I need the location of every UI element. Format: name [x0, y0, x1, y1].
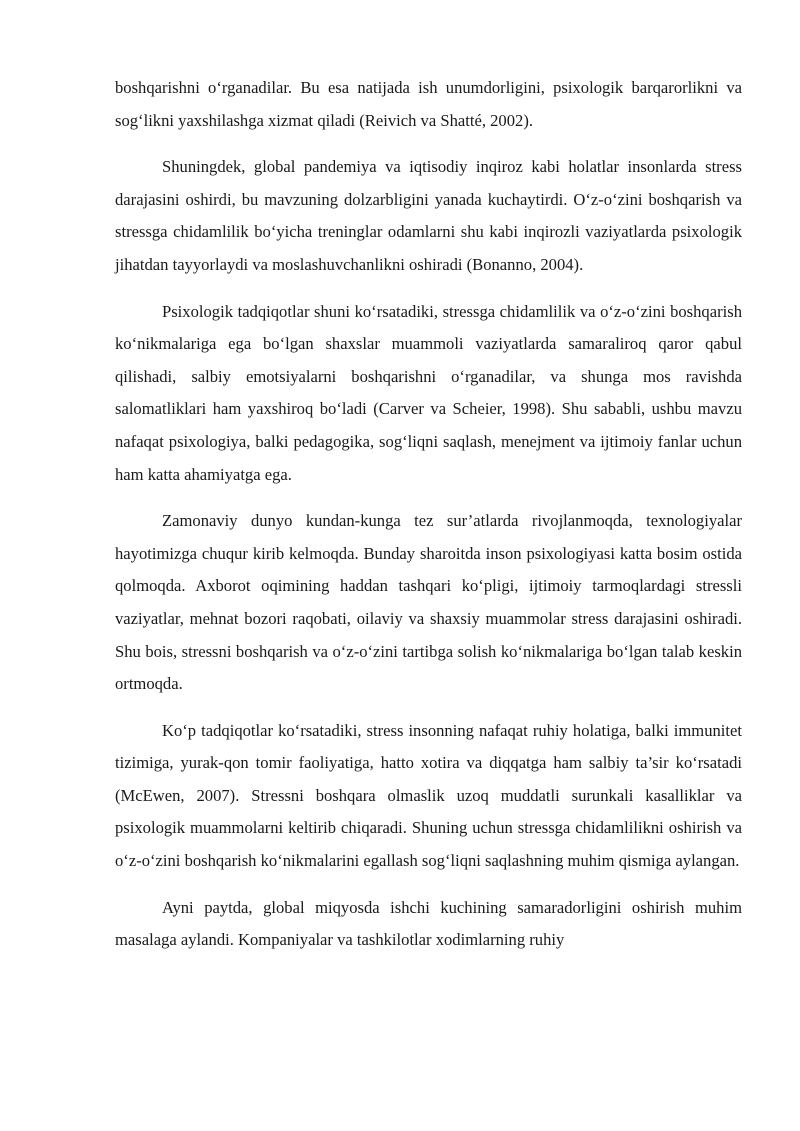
paragraph-stress-health: Ko‘p tadqiqotlar ko‘rsatadiki, stress insonning nafaqat ruhiy holatiga, balki immunitet tizimiga, yurak-qon tomir faoliyatiga, hatto xotira va diqqatga ham salbiy ta’sir ko‘rsatadi (McEwen, 2007). Stressni boshqara olmaslik uzoq muddatli surunkali kasalliklar va psixologik muammolarni keltirib chiqaradi. Shuning uchun stressga chidamlilikni oshirish va o‘z-o‘zini boshqarish ko‘nikmalarini egallash sog‘liqni saqlashning muhim qismiga aylangan. — [115, 720, 742, 871]
paragraph-continuation: boshqarishni o‘rganadilar. Bu esa natijada ish unumdorligini, psixologik barqarorlikni va sog‘likni yaxshilashga xizmat qiladi (Reivich va Shatté, 2002). — [115, 78, 742, 130]
paragraph-psychological-research: Psixologik tadqiqotlar shuni ko‘rsatadiki, stressga chidamlilik va o‘z-o‘zini boshqarish ko‘nikmalariga ega bo‘lgan shaxslar muammoli vaziyatlarda samaraliroq qaror qabul qilishadi, salbiy emotsiyalarni boshqarishni o‘rganadilar, va shunga mos ravishda salomatliklari ham yaxshiroq bo‘ladi (Carver va Scheier, 1998). Shu sababli, ushbu mavzu nafaqat psixologiya, balki pedagogika, sog‘liqni saqlash, menejment va ijtimoiy fanlar uchun ham katta ahamiyatga ega. — [115, 301, 742, 484]
paragraph-pandemic-stress: Shuningdek, global pandemiya va iqtisodiy inqiroz kabi holatlar insonlarda stress darajasini oshirdi, bu mavzuning dolzarbligini yanada kuchaytirdi. O‘z-o‘zini boshqarish va stressga chidamlilik bo‘yicha treninglar odamlarni shu kabi inqirozli vaziyatlarda psixologik jihatdan tayyorlaydi va moslashuvchanlikni oshiradi (Bonanno, 2004). — [115, 157, 742, 274]
paragraph-modern-world: Zamonaviy dunyo kundan-kunga tez sur’atlarda rivojlanmoqda, texnologiyalar hayotimizga chuqur kirib kelmoqda. Bunday sharoitda inson psixologiyasi katta bosim ostida qolmoqda. Axborot oqimining haddan tashqari ko‘pligi, ijtimoiy tarmoqlardagi stressli vaziyatlar, mehnat bozori raqobati, oilaviy va shaxsiy muammolar stress darajasini oshiradi. Shu bois, stressni boshqarish va o‘z-o‘zini tartibga solish ko‘nikmalariga bo‘lgan talab keskin ortmoqda. — [115, 511, 742, 694]
document-page — [115, 72, 742, 971]
paragraph-workforce: Ayni paytda, global miqyosda ishchi kuchining samaradorligini oshirish muhim masalaga aylandi. Kompaniyalar va tashkilotlar xodimlarning ruhiy — [115, 897, 742, 950]
